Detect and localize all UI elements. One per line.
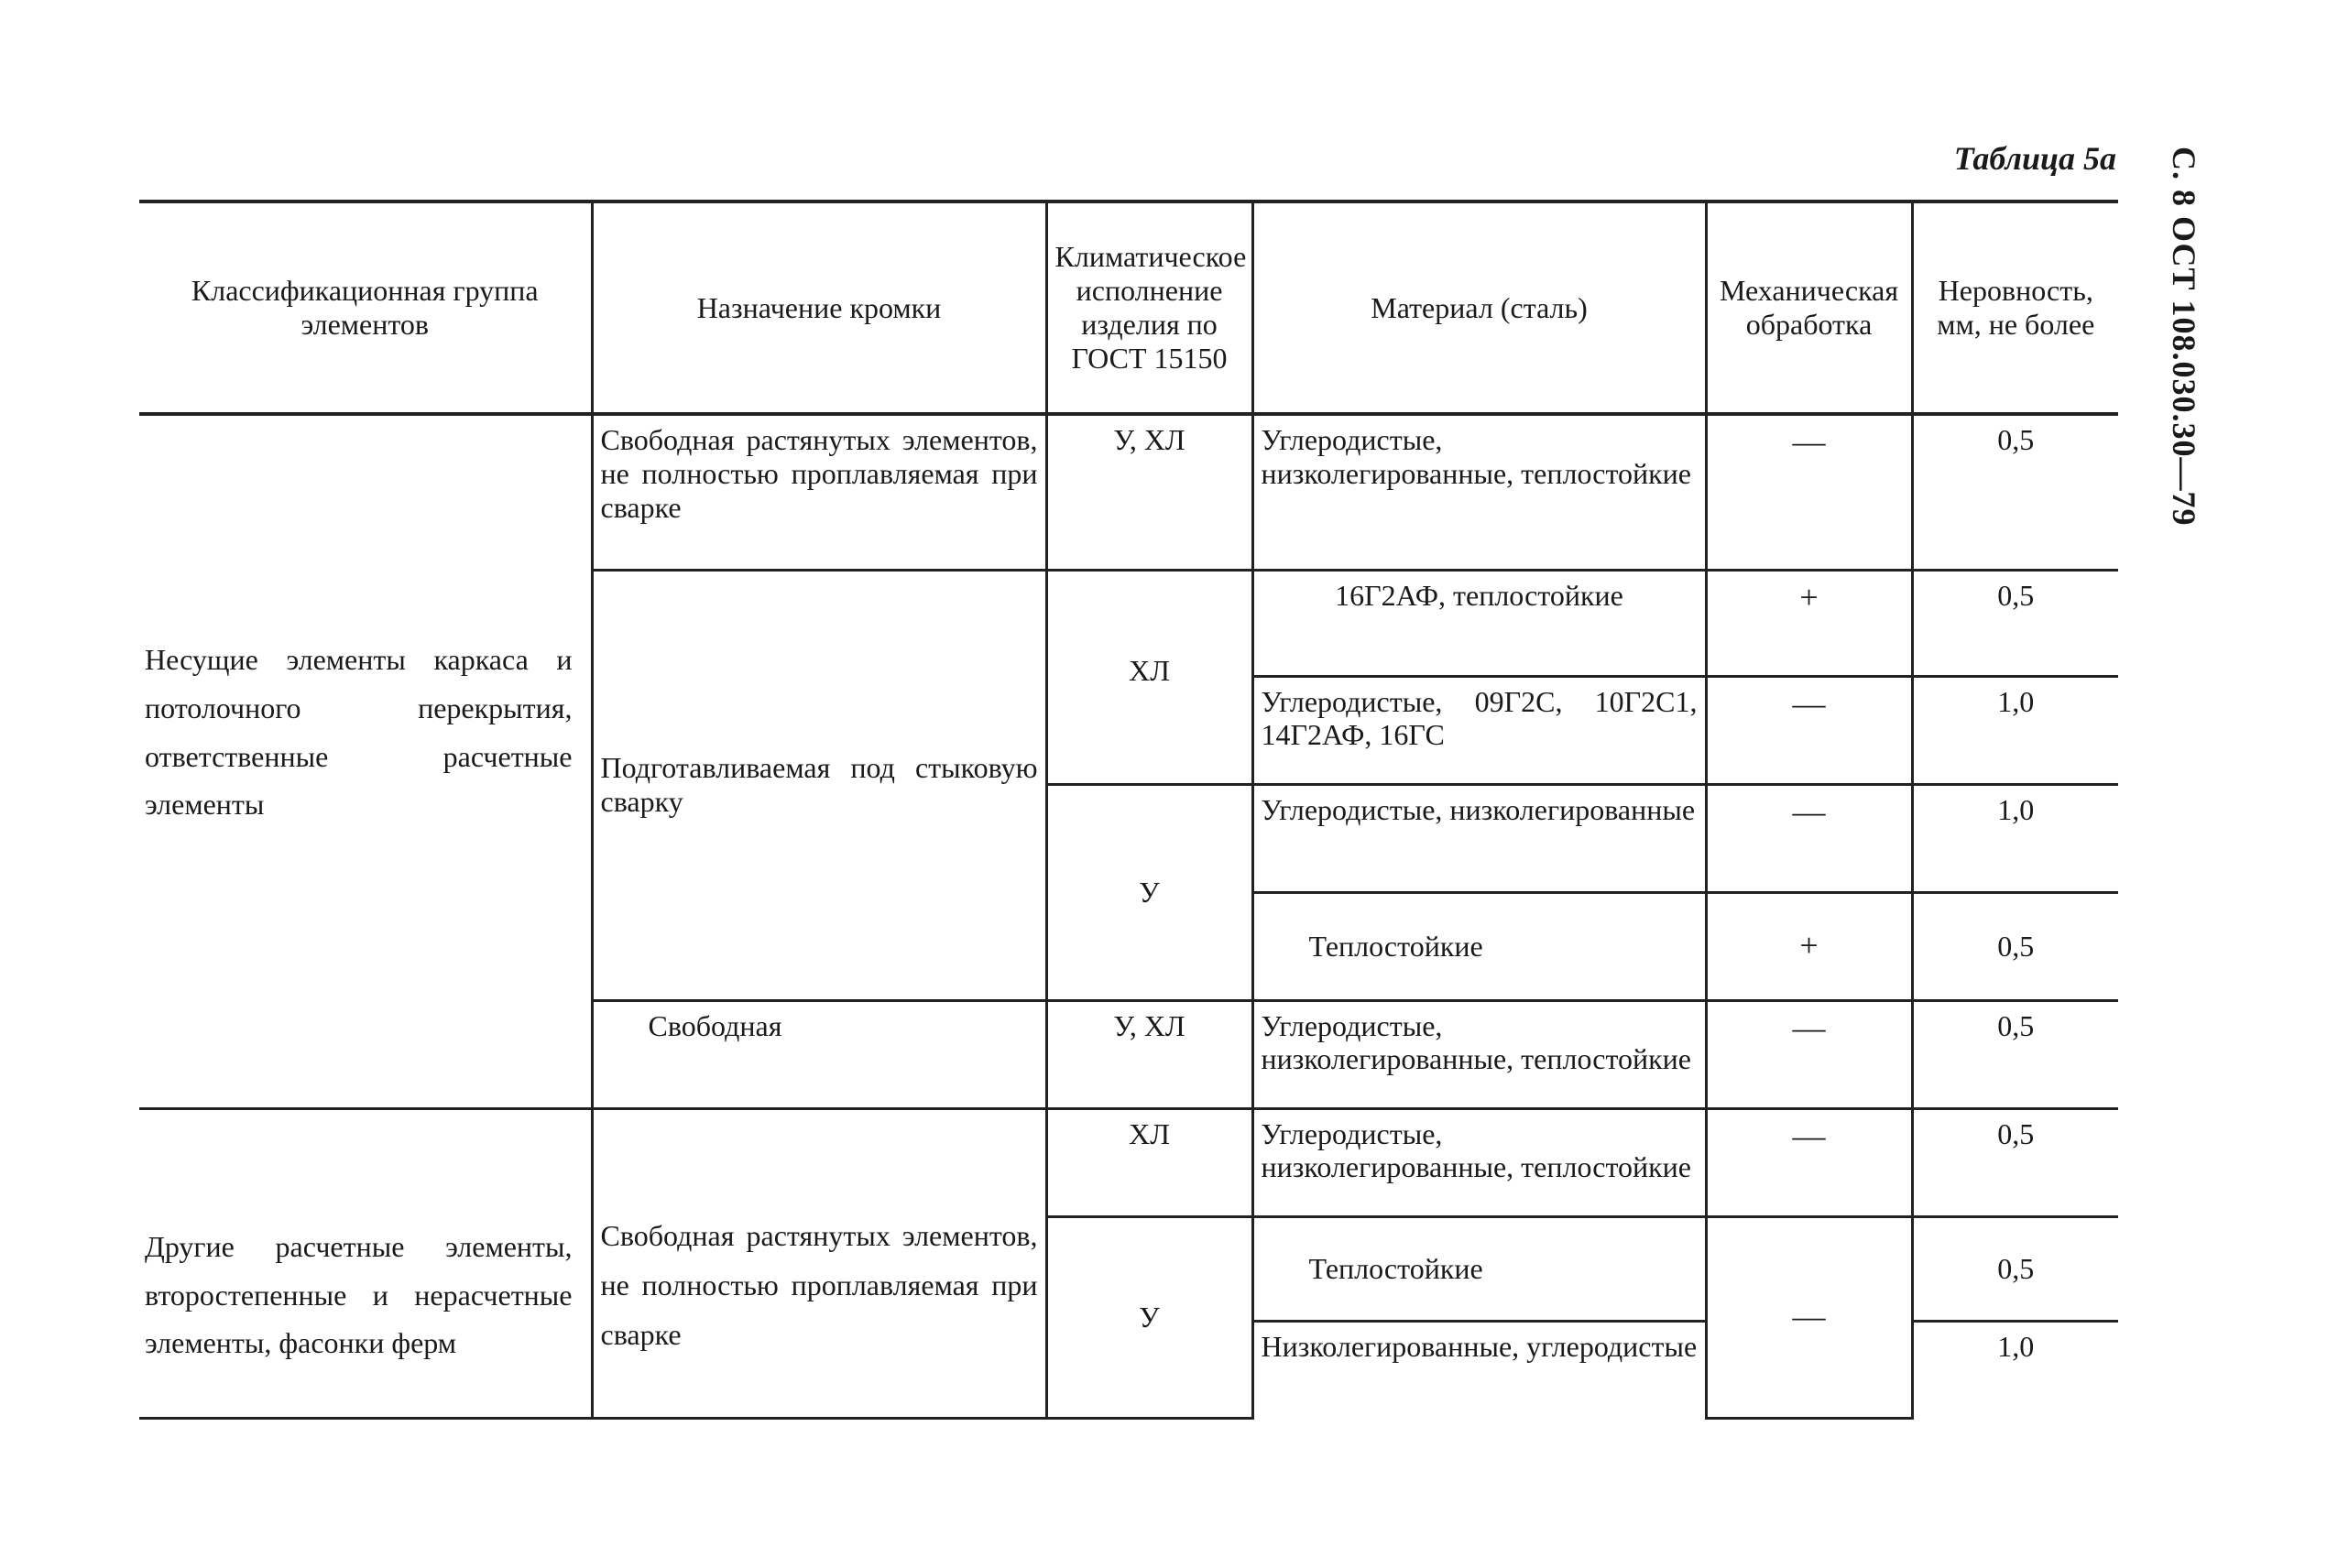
header-climate: Климатическое исполнение изделия по ГОСТ 15150 xyxy=(1046,201,1252,414)
table-caption: Таблица 5а xyxy=(1953,140,2116,177)
table-header-row xyxy=(139,201,2118,414)
table-row xyxy=(139,414,2118,570)
header-class-group: Классификационная группа элементов xyxy=(139,201,592,414)
roughness-cell: 0,5 xyxy=(1912,414,2118,570)
material-cell: Углеродистые, низколегированные, теплостойкие xyxy=(1252,1000,1706,1108)
edge-purpose-cell: Свободная xyxy=(592,1000,1046,1108)
header-material: Материал (сталь) xyxy=(1252,201,1706,414)
material-cell: Низколегированные, углеродистые xyxy=(1252,1321,1706,1418)
roughness-cell: 0,5 xyxy=(1912,1216,2118,1321)
page-header-vertical: С. 8 ОСТ 108.030.30—79 xyxy=(2166,147,2202,527)
machining-cell: — xyxy=(1706,1108,1912,1216)
material-cell: Углеродистые, низколегированные, теплостойкие xyxy=(1252,1108,1706,1216)
machining-cell: — xyxy=(1706,676,1912,784)
climate-cell: У, ХЛ xyxy=(1046,1000,1252,1108)
roughness-cell: 1,0 xyxy=(1912,784,2118,892)
climate-cell: ХЛ xyxy=(1046,1108,1252,1216)
edge-purpose-cell: Подготавливаемая под стыковую сварку xyxy=(592,570,1046,1000)
machining-cell: + xyxy=(1706,892,1912,1000)
climate-cell: У xyxy=(1046,1216,1252,1418)
machining-cell: + xyxy=(1706,570,1912,676)
material-cell: Углеродистые, низколегированные xyxy=(1252,784,1706,892)
header-machining: Механическая обработка xyxy=(1706,201,1912,414)
material-cell: Углеродистые, 09Г2С, 10Г2С1, 14Г2АФ, 16ГС xyxy=(1252,676,1706,784)
edge-purpose-cell: Свободная растянутых элементов, не полностью проплавляемая при сварке xyxy=(592,1108,1046,1418)
table-row xyxy=(139,1108,2118,1216)
group-name: Другие расчетные элементы, второстепенные и нерасчетные элементы, фасонки ферм xyxy=(139,1108,592,1418)
header-roughness: Неровность, мм, не более xyxy=(1912,201,2118,414)
edge-purpose-cell: Свободная растянутых элементов, не полностью проплавляемая при сварке xyxy=(592,414,1046,570)
roughness-cell: 0,5 xyxy=(1912,570,2118,676)
spec-table xyxy=(139,200,2118,1420)
machining-cell: — xyxy=(1706,784,1912,892)
header-edge-purpose: Назначение кромки xyxy=(592,201,1046,414)
machining-cell: — xyxy=(1706,1216,1912,1418)
material-cell: 16Г2АФ, теплостойкие xyxy=(1252,570,1706,676)
roughness-cell: 1,0 xyxy=(1912,676,2118,784)
roughness-cell: 1,0 xyxy=(1912,1321,2118,1418)
roughness-cell: 0,5 xyxy=(1912,1108,2118,1216)
machining-cell: — xyxy=(1706,1000,1912,1108)
roughness-cell: 0,5 xyxy=(1912,1000,2118,1108)
roughness-cell: 0,5 xyxy=(1912,892,2118,1000)
climate-cell: У xyxy=(1046,784,1252,1000)
material-cell: Углеродистые, низколегированные, теплостойкие xyxy=(1252,414,1706,570)
group-name: Несущие элементы каркаса и потолочного перекрытия, ответственные расчетные элементы xyxy=(139,414,592,1108)
climate-cell: У, ХЛ xyxy=(1046,414,1252,570)
material-cell: Теплостойкие xyxy=(1252,892,1706,1000)
material-cell: Теплостойкие xyxy=(1252,1216,1706,1321)
climate-cell: ХЛ xyxy=(1046,570,1252,784)
machining-cell: — xyxy=(1706,414,1912,570)
